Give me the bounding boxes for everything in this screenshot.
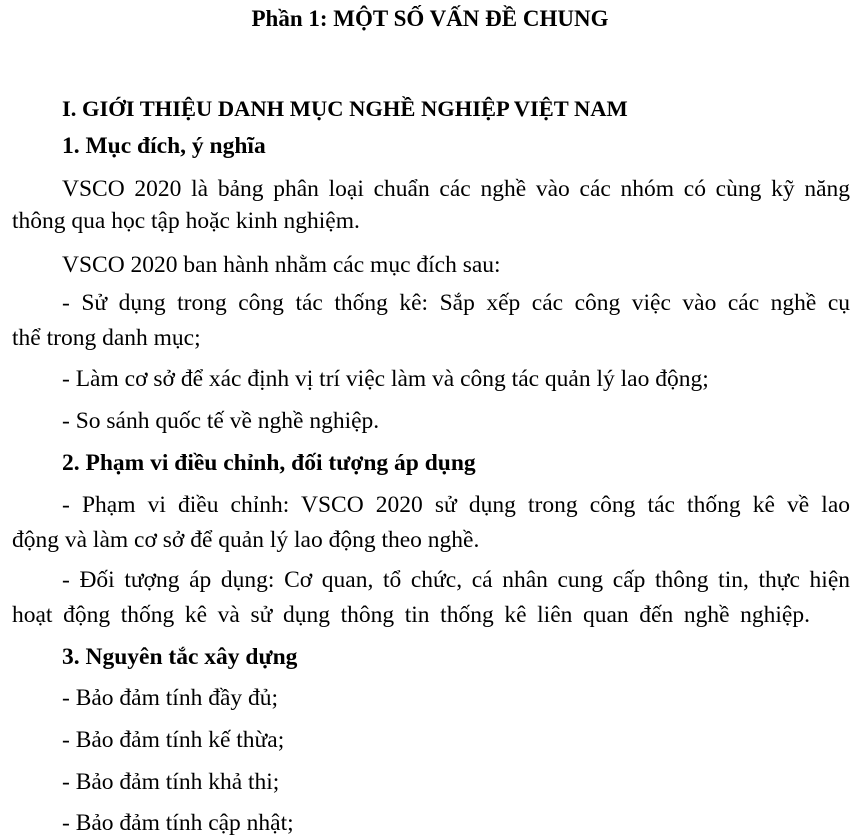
list-item: - So sánh quốc tế về nghề nghiệp. [62, 408, 380, 434]
paragraph-line: thông qua học tập hoặc kinh nghiệm. [12, 208, 360, 234]
subsection-heading-1: 1. Mục đích, ý nghĩa [62, 133, 266, 159]
list-item: - Bảo đảm tính khả thi; [62, 769, 280, 795]
list-item-continuation: thể trong danh mục; [12, 325, 201, 351]
list-item: - Sử dụng trong công tác thống kê: Sắp xếp các công việc vào các nghề cụ [62, 290, 850, 316]
paragraph-line: - Đối tượng áp dụng: Cơ quan, tổ chức, cá nhân cung cấp thông tin, thực hiện [62, 567, 850, 593]
subsection-heading-2: 2. Phạm vi điều chỉnh, đối tượng áp dụng [62, 450, 476, 476]
section-heading: I. GIỚI THIỆU DANH MỤC NGHỀ NGHIỆP VIỆT NAM [62, 96, 628, 121]
part-title: Phần 1: MỘT SỐ VẤN ĐỀ CHUNG [251, 6, 609, 31]
list-item: - Bảo đảm tính đầy đủ; [62, 685, 279, 711]
paragraph-line: - Phạm vi điều chỉnh: VSCO 2020 sử dụng trong công tác thống kê về lao [62, 492, 850, 518]
list-item: - Bảo đảm tính cập nhật; [62, 810, 294, 836]
paragraph-line: VSCO 2020 là bảng phân loại chuẩn các nghề vào các nhóm có cùng kỹ năng [62, 176, 850, 202]
paragraph-line: hoạt động thống kê và sử dụng thông tin thống kê liên quan đến nghề nghiệp. [12, 602, 810, 628]
list-item: - Bảo đảm tính kế thừa; [62, 727, 285, 753]
subsection-heading-3: 3. Nguyên tắc xây dựng [62, 644, 298, 670]
paragraph-line: động và làm cơ sở để quản lý lao động theo nghề. [12, 527, 480, 553]
paragraph-line: VSCO 2020 ban hành nhằm các mục đích sau: [62, 252, 501, 278]
list-item: - Làm cơ sở để xác định vị trí việc làm và công tác quản lý lao động; [62, 366, 709, 392]
